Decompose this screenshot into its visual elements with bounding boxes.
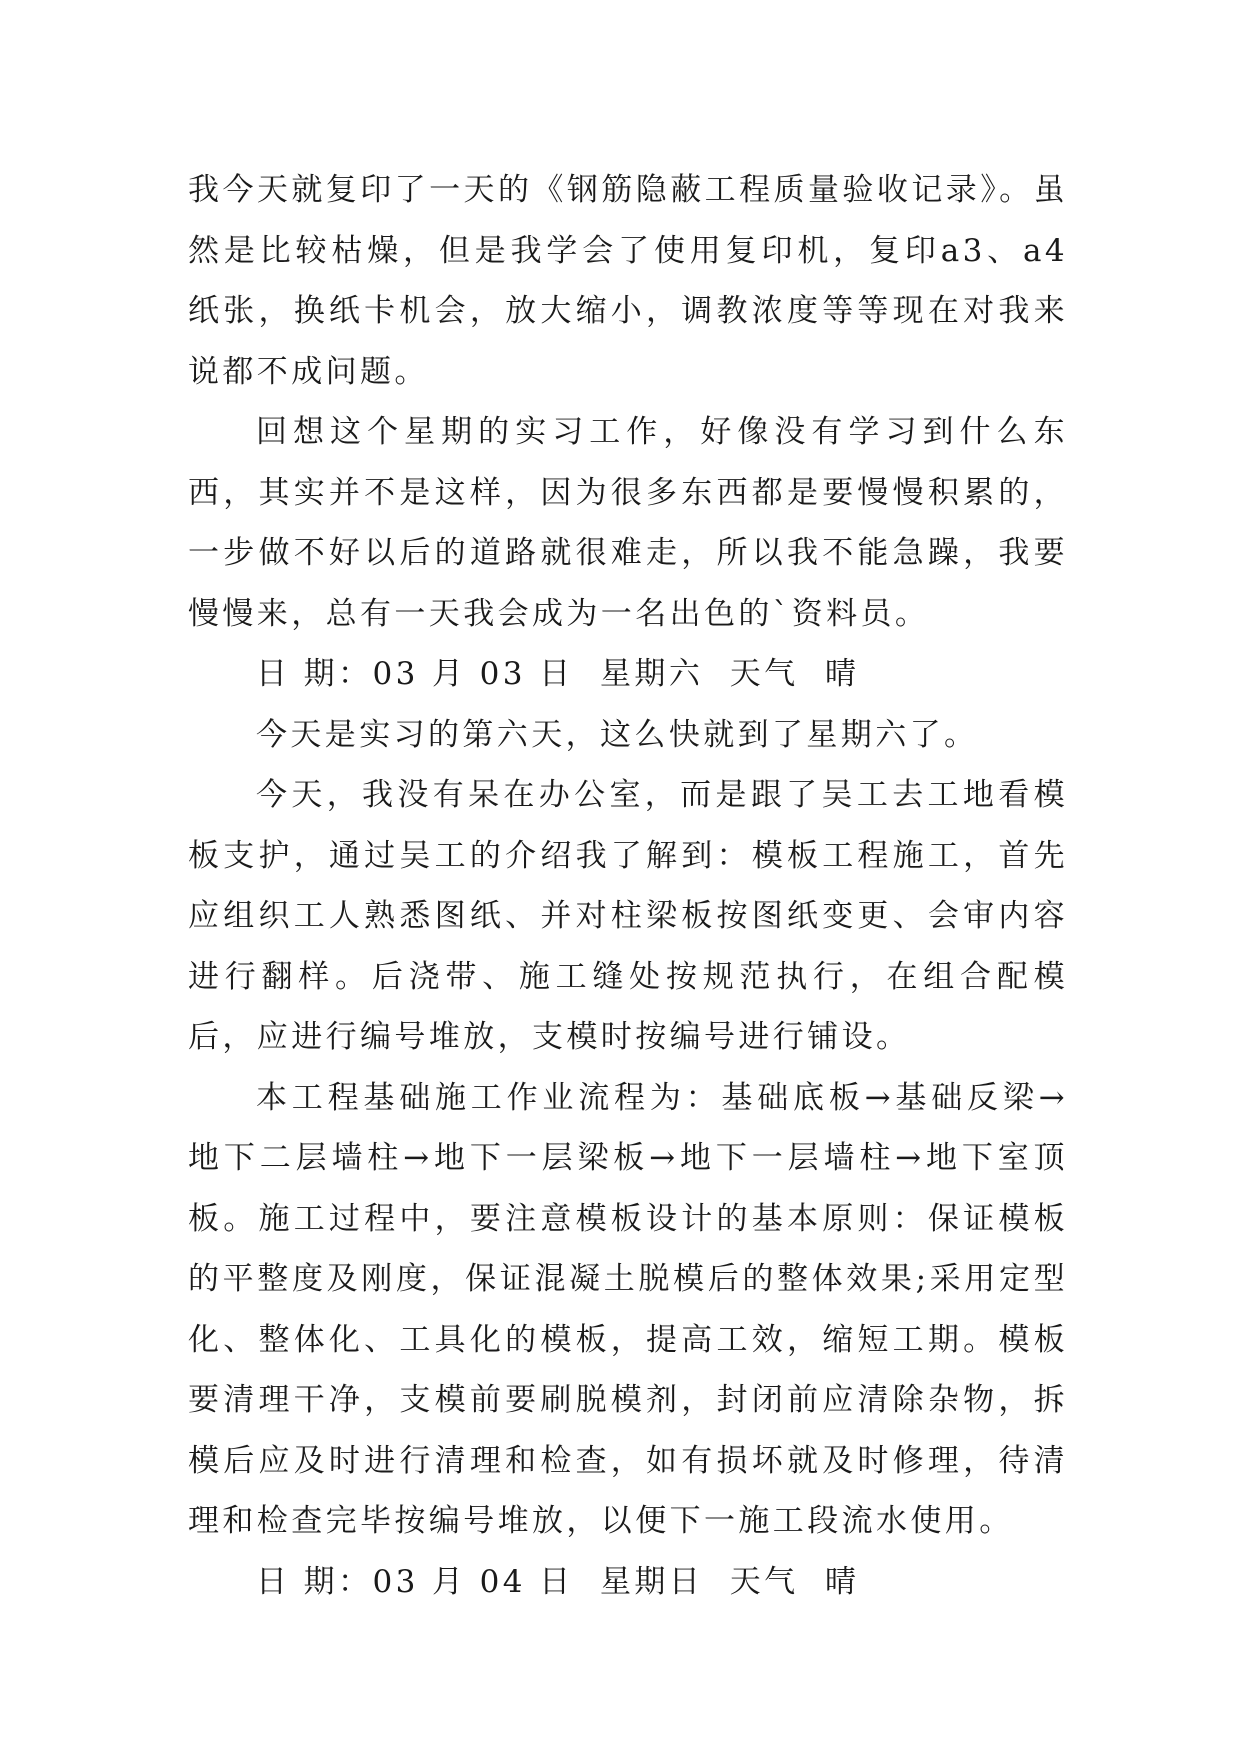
date-line-0304: 日 期：03 月 04 日 星期日 天气 晴 (256, 1563, 860, 1600)
document-body (188, 160, 1068, 1612)
paragraph-sixth-day: 今天是实习的第六天，这么快就到了星期六了。 (256, 716, 979, 753)
date-line-0303: 日 期：03 月 03 日 星期六 天气 晴 (256, 656, 860, 692)
paragraph-formwork-visit: 今天，我没有呆在办公室，而是跟了吴工去工地看模板支护，通过吴工的介绍我了解到：模板工程施工，首先应组织工人熟悉图纸、并对柱梁板按图纸变更、会审内容进行翻样。后浇带、施工缝处按规范执行，在组合配模后，应进行编号堆放，支模时按编号进行铺设。 (188, 777, 1068, 1055)
paragraph-foundation-process: 本工程基础施工作业流程为：基础底板→基础反梁→地下二层墙柱→地下一层梁板→地下一层墙柱→地下室顶板。施工过程中，要注意模板设计的基本原则：保证模板的平整度及刚度，保证混凝土脱模后的整体效果;采用定型化、整体化、工具化的模板，提高工效，缩短工期。模板要清理干净，支模前要刷脱模剂，封闭前应清除杂物，拆模后应及时进行清理和检查，如有损坏就及时修理，待清理和检查完毕按编号堆放，以便下一施工段流水使用。 (188, 1079, 1068, 1539)
paragraph-photocopy-record: 我今天就复印了一天的《钢筋隐蔽工程质量验收记录》。虽然是比较枯燥，但是我学会了使用复印机，复印a3、a4纸张，换纸卡机会，放大缩小，调教浓度等等现在对我来说都不成问题。 (188, 172, 1068, 390)
paragraph-week-reflection: 回想这个星期的实习工作，好像没有学习到什么东西，其实并不是这样，因为很多东西都是要慢慢积累的，一步做不好以后的道路就很难走，所以我不能急躁，我要慢慢来，总有一天我会成为一名出色的`资料员。 (188, 414, 1068, 632)
